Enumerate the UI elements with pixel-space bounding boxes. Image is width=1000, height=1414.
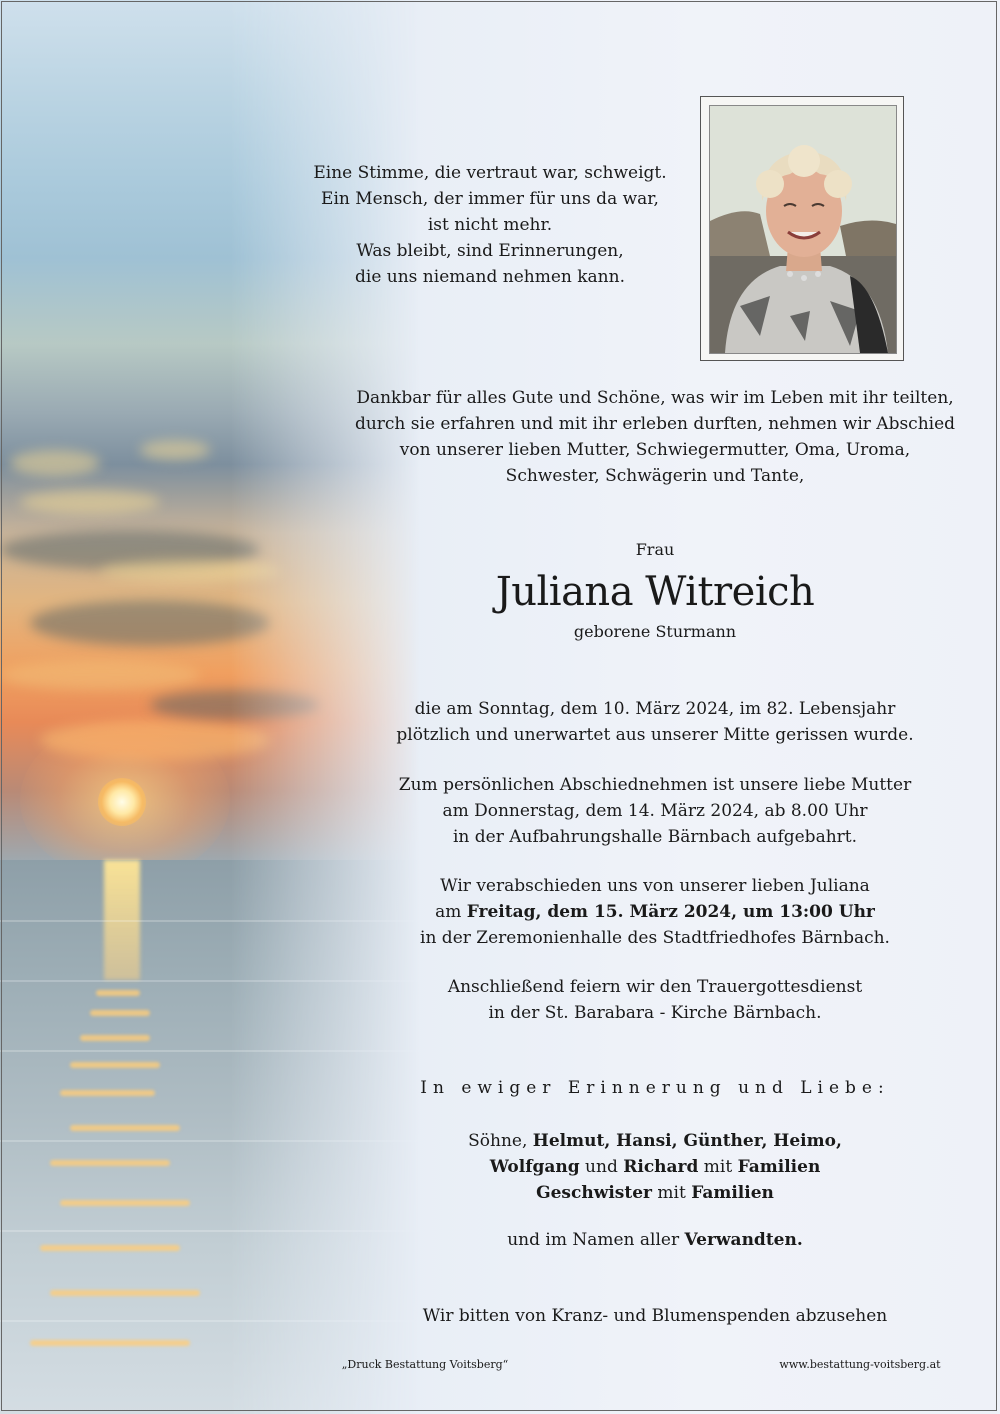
sun	[98, 778, 146, 826]
sons-line-1	[405, 1128, 905, 1154]
glint	[96, 990, 140, 996]
glint	[50, 1290, 200, 1296]
farewell-line	[370, 899, 940, 925]
wave	[0, 980, 420, 982]
poem-line: Was bleibt, sind Erinnerungen,	[356, 241, 624, 261]
cloud	[30, 600, 270, 646]
family-list	[405, 1128, 905, 1206]
portrait-photo	[709, 105, 897, 354]
cloud	[20, 490, 160, 514]
memory-heading: In ewiger Erinnerung und Liebe:	[420, 1078, 890, 1098]
glint	[60, 1090, 155, 1096]
connector-text: mit	[698, 1157, 738, 1177]
glint	[70, 1125, 180, 1131]
farewell-info	[370, 873, 940, 951]
wave	[0, 1050, 420, 1052]
cloud	[0, 660, 200, 690]
glint	[30, 1340, 190, 1346]
farewell-prefix: am	[435, 902, 467, 922]
glint	[60, 1200, 190, 1206]
viewing-line: in der Aufbahrungshalle Bärnbach aufgebahrt.	[452, 827, 858, 847]
intro-line: Schwester, Schwägerin und Tante,	[505, 466, 805, 486]
cloud	[140, 440, 210, 460]
poem-line: Eine Stimme, die vertraut war, schweigt.	[313, 163, 667, 183]
sons-prefix: Söhne,	[468, 1131, 533, 1151]
viewing-info	[370, 772, 940, 850]
service-line: in der St. Barabara - Kirche Bärnbach.	[488, 1003, 822, 1023]
cloud	[10, 450, 100, 476]
poem-line: die uns niemand nehmen kann.	[355, 267, 625, 287]
death-notice-line: plötzlich und unerwartet aus unserer Mitte gerissen wurde.	[396, 725, 914, 745]
relatives-bold: Verwandten.	[684, 1230, 803, 1250]
portrait-illustration	[710, 106, 896, 353]
service-info	[370, 974, 940, 1026]
glint	[50, 1160, 170, 1166]
glint	[80, 1035, 150, 1041]
sons-names: Helmut, Hansi, Günther, Heimo,	[532, 1131, 842, 1151]
birth-name: geborene Sturmann	[573, 622, 737, 641]
families-label: Familien	[737, 1157, 821, 1177]
cloud	[150, 690, 320, 720]
son-name: Wolfgang	[489, 1157, 580, 1177]
wave	[0, 1140, 420, 1142]
sons-line-2	[405, 1154, 905, 1180]
intro-line: durch sie erfahren und mit ihr erleben durften, nehmen wir Abschied	[354, 414, 956, 434]
farewell-line: Wir verabschieden uns von unserer lieben Juliana	[440, 876, 870, 896]
viewing-line: Zum persönlichen Abschiednehmen ist unsere liebe Mutter	[398, 775, 912, 795]
son-name: Richard	[623, 1157, 699, 1177]
siblings-line	[405, 1180, 905, 1206]
website-link[interactable]: www.bestattung-voitsberg.at	[779, 1358, 941, 1371]
intro-line: von unserer lieben Mutter, Schwiegermutter, Oma, Uroma,	[399, 440, 911, 460]
wave	[0, 1230, 420, 1232]
relatives-prefix: und im Namen aller	[507, 1230, 685, 1250]
portrait-frame	[700, 96, 904, 361]
cloud	[100, 560, 280, 582]
donation-request: Wir bitten von Kranz- und Blumenspenden abzusehen	[422, 1306, 888, 1326]
viewing-line: am Donnerstag, dem 14. März 2024, ab 8.00 Uhr	[442, 801, 868, 821]
siblings-label: Geschwister	[536, 1183, 652, 1203]
glint	[90, 1010, 150, 1016]
death-notice-line: die am Sonntag, dem 10. März 2024, im 82. Lebensjahr	[414, 699, 896, 719]
poem	[300, 160, 680, 290]
glint	[70, 1062, 160, 1068]
intro-paragraph	[340, 385, 970, 489]
wave	[0, 1320, 420, 1322]
poem-line: ist nicht mehr.	[427, 215, 553, 235]
wave	[0, 920, 420, 922]
death-notice	[370, 696, 940, 748]
salutation: Frau	[635, 540, 675, 559]
poem-line: Ein Mensch, der immer für uns da war,	[321, 189, 659, 209]
families-label: Familien	[691, 1183, 774, 1203]
glint	[40, 1245, 180, 1251]
sea-water	[0, 860, 420, 1414]
printer-credit: „Druck Bestattung Voitsberg“	[341, 1358, 509, 1371]
connector-text: und	[579, 1157, 624, 1177]
connector-text: mit	[652, 1183, 692, 1203]
deceased-name: Juliana Witreich	[495, 569, 815, 615]
relatives-line	[405, 1230, 905, 1250]
intro-line: Dankbar für alles Gute und Schöne, was wir im Leben mit ihr teilten,	[356, 388, 954, 408]
farewell-line: in der Zeremonienhalle des Stadtfriedhofes Bärnbach.	[420, 928, 890, 948]
farewell-date: Freitag, dem 15. März 2024, um 13:00 Uhr	[466, 902, 875, 922]
service-line: Anschließend feiern wir den Trauergottesdienst	[447, 977, 863, 997]
